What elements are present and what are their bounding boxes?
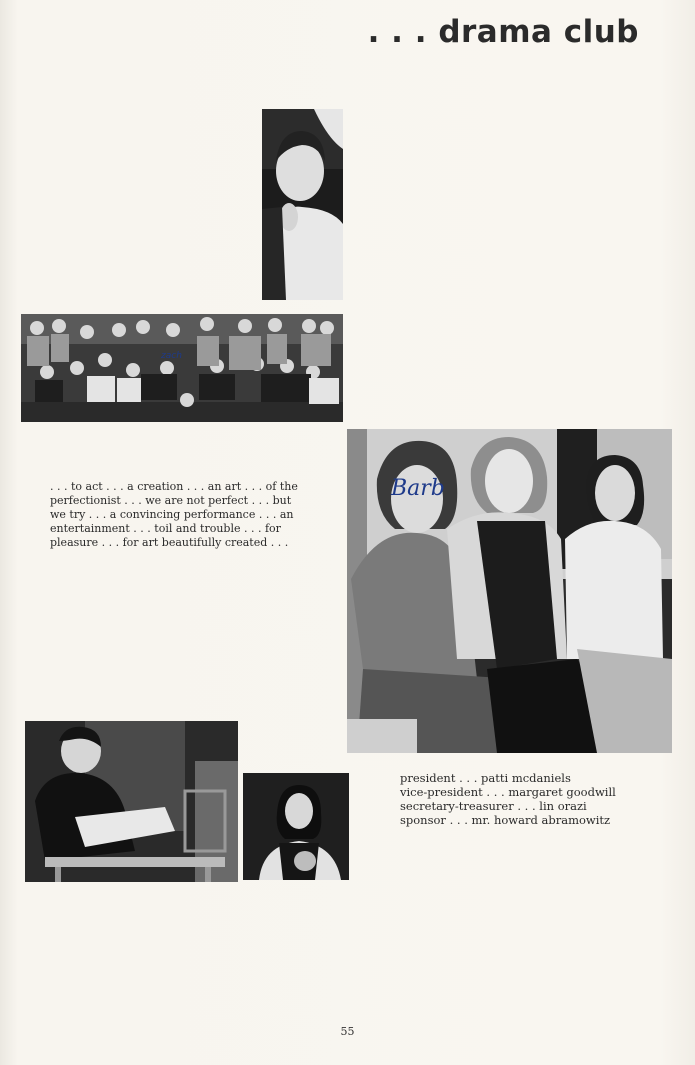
officer-vice-president: vice-president . . . margaret goodwill [400,785,616,799]
group-photo [21,314,343,422]
caption-text: . . . to act . . . a creation . . . an art . . . of the perfectionist . . . we are not perfect . . . but we try . . . a convincing performance . . . an entertainment . . . toil and trouble . . . for pleasure . . . for art beautifully created . . . [50,480,298,549]
officers-list [400,771,660,827]
page-title: . . . drama club [367,14,639,50]
officers-photo [347,429,672,753]
boy-on-table-photo [25,721,238,882]
officer-president: president . . . patti mcdaniels [400,771,571,785]
group-signature: zach [161,351,182,361]
boy-portrait-photo [262,109,343,300]
girl-seated-photo [243,773,349,880]
page-number: 55 [340,1025,355,1038]
officer-secretary-treasurer: secretary-treasurer . . . lin orazi [400,799,587,813]
officer-sponsor: sponsor . . . mr. howard abramowitz [400,813,611,827]
officers-signature: Barb [391,476,445,501]
